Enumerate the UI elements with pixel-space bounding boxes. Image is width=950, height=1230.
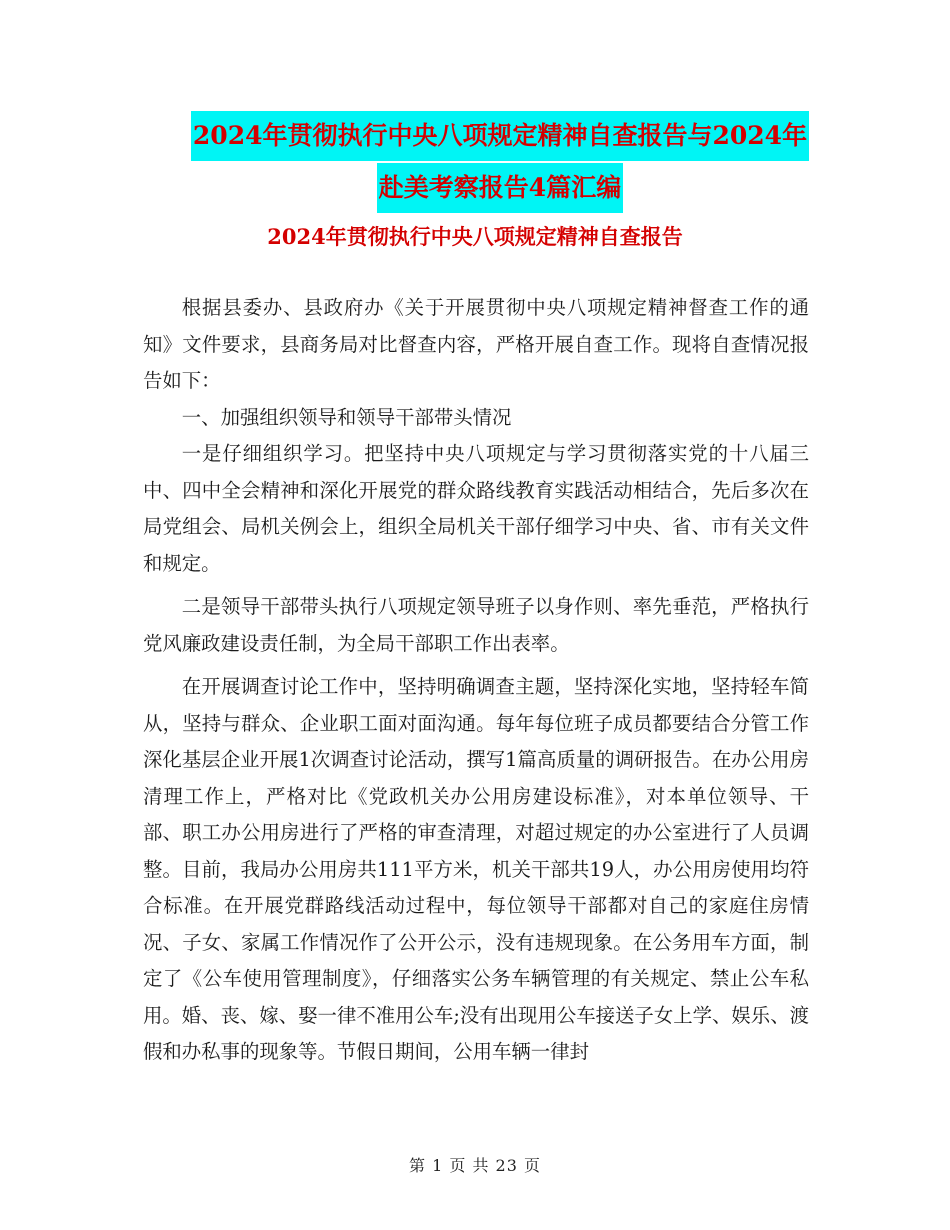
document-body [143, 290, 809, 1071]
paragraph: 一是仔细组织学习。把坚持中央八项规定与学习贯彻落实党的十八届三中、四中全会精神和深化开展党的群众路线教育实践活动相结合，先后多次在局党组会、局机关例会上，组织全局机关干部仔细学习中央、省、市有关文件和规定。 [143, 442, 809, 575]
document-title-line-2: 赴美考察报告4篇汇编 [377, 163, 623, 213]
paragraph: 二是领导干部带头执行八项规定领导班子以身作则、率先垂范，严格执行党风廉政建设责任制，为全局干部职工作出表率。 [143, 595, 809, 655]
document-title-line-1: 2024年贯彻执行中央八项规定精神自查报告与2024年 [191, 111, 809, 161]
section-title: 2024年贯彻执行中央八项规定精神自查报告 [267, 224, 683, 249]
page-number-footer: 第 1 页 共 23 页 [409, 1156, 541, 1175]
document-title [140, 110, 860, 214]
paragraph: 根据县委办、县政府办《关于开展贯彻中央八项规定精神督查工作的通知》文件要求，县商务局对比督查内容，严格开展自查工作。现将自查情况报告如下： [143, 296, 809, 392]
paragraph: 在开展调查讨论工作中，坚持明确调查主题，坚持深化实地，坚持轻车简从，坚持与群众、企业职工面对面沟通。每年每位班子成员都要结合分管工作深化基层企业开展1次调查讨论活动，撰写1篇高质量的调研报告。在办公用房清理工作上，严格对比《党政机关办公用房建设标准》，对本单位领导、干部、职工办公用房进行了严格的审查清理，对超过规定的办公室进行了人员调整。目前，我局办公用房共111平方米，机关干部共19人，办公用房使用均符合标准。在开展党群路线活动过程中，每位领导干部都对自己的家庭住房情况、子女、家属工作情况作了公开公示，没有违规现象。在公务用车方面，制定了《公车使用管理制度》，仔细落实公务车辆管理的有关规定、禁止公车私用。婚、丧、嫁、娶一律不准用公车;没有出现用公车接送子女上学、娱乐、渡假和办私事的现象等。节假日期间，公用车辆一律封 [143, 675, 809, 1063]
paragraph: 一、加强组织领导和领导干部带头情况 [181, 405, 512, 429]
